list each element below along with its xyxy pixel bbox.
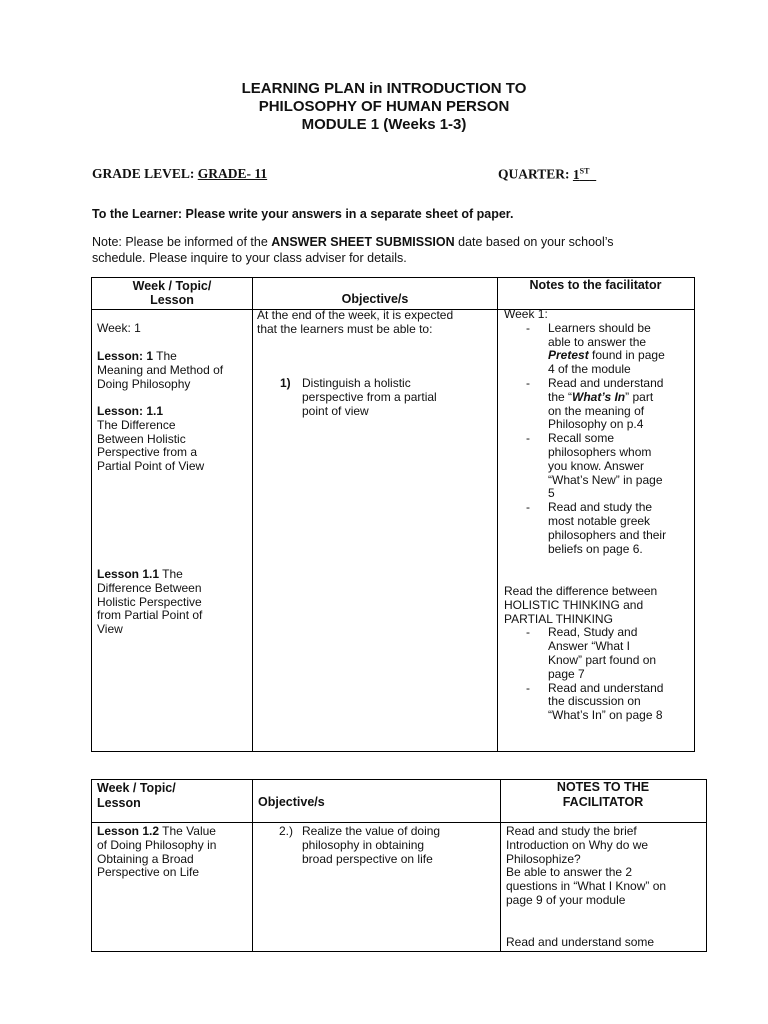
note-line: Philosophy on p.4 — [548, 417, 644, 432]
lesson-1-2-label: Lesson 1.2 — [97, 824, 160, 838]
lesson-1-2-text-a: The Value — [159, 824, 216, 838]
lesson-1-1-line: The Difference — [97, 417, 176, 432]
table1-header-notes: Notes to the facilitator — [529, 278, 662, 292]
dash-marker: - — [526, 375, 530, 390]
objective-2-line3: broad perspective on life — [302, 851, 433, 866]
note-line: PARTIAL THINKING — [504, 611, 613, 626]
lesson-1-1-b-text-a: The — [159, 567, 183, 581]
document-title-line1: LEARNING PLAN in INTRODUCTION TO — [241, 80, 527, 97]
note-line: the “ — [548, 389, 573, 404]
lesson-1-1-label: Lesson: 1.1 — [97, 404, 164, 418]
notes-list-2 — [504, 626, 693, 723]
document-title-line3: MODULE 1 (Weeks 1-3) — [301, 116, 467, 133]
notes-item — [504, 501, 693, 556]
quarter-superscript: ST — [579, 166, 590, 175]
grade-label: GRADE LEVEL: — [92, 166, 195, 181]
notes-item — [504, 682, 693, 723]
note-line: 5 — [548, 486, 555, 501]
note-line2: schedule. Please inquire to your class adviser for details. — [92, 251, 407, 265]
lesson-1-1-b-line: from Partial Point of — [97, 608, 203, 623]
objective-1-number: 1) — [280, 376, 291, 390]
table2-notes-last: Read and understand some — [506, 935, 655, 949]
objective-2-line1: Realize the value of doing — [302, 824, 441, 838]
notes-item — [504, 377, 693, 432]
note-line: found in page — [588, 348, 665, 363]
table2-lesson-1-2 — [97, 825, 249, 880]
holistic-paragraph — [504, 585, 693, 626]
table2-header-notes-line2: FACILITATOR — [562, 795, 644, 809]
grade-value: GRADE- 11 — [197, 166, 268, 181]
note-prefix: Note: Please be informed of the — [92, 235, 272, 249]
dash-marker: - — [526, 320, 530, 335]
note-line: beliefs on page 6. — [548, 541, 643, 556]
pretest-emphasis: Pretest — [548, 348, 589, 363]
table1-notes-part2 — [504, 585, 693, 723]
table1-week: Week: 1 — [97, 321, 141, 335]
objective-2-text — [302, 825, 481, 866]
note-line: page 9 of your module — [506, 892, 626, 907]
notes-list-1 — [504, 322, 693, 557]
note-line: Introduction on Why do we — [506, 837, 649, 852]
note-line: Answer “What I — [548, 639, 631, 654]
dash-marker: - — [526, 500, 530, 515]
lesson-1-label: Lesson: 1 — [97, 349, 154, 363]
note-line: page 7 — [548, 666, 585, 681]
table1-lesson-1-1 — [97, 405, 247, 474]
table1-lesson-1 — [97, 350, 247, 391]
table1-header-week-line1: Week / Topic/ — [132, 279, 212, 293]
table1-header-week-line2: Lesson — [150, 293, 194, 307]
submission-note — [92, 234, 614, 266]
lesson-1-1-line: Perspective from a — [97, 445, 198, 460]
lesson-1-2-line: of Doing Philosophy in — [97, 837, 217, 852]
note-line: philosophers and their — [548, 527, 667, 542]
notes-week: Week 1: — [504, 307, 548, 321]
note-line: “What’s New” in page — [548, 472, 663, 487]
note-line: Read and understand — [548, 375, 664, 390]
table2-header-week-line1: Week / Topic/ — [97, 781, 176, 795]
table2-header-week-line2: Lesson — [97, 796, 141, 810]
table2-notes — [506, 825, 704, 908]
note-line: Recall some — [548, 431, 615, 446]
dash-marker: - — [526, 625, 530, 640]
note-line: most notable greek — [548, 513, 651, 528]
note-line: you know. Answer — [548, 458, 645, 473]
note-line: Read and study the — [548, 500, 653, 515]
note-line: Be able to answer the 2 — [506, 865, 633, 880]
lesson-1-text-c: Doing Philosophy — [97, 376, 191, 391]
note-suffix: date based on your school’s — [454, 235, 614, 249]
table2-header-notes-line1: NOTES TO THE — [556, 780, 650, 794]
objective-1-line1: Distinguish a holistic — [302, 376, 411, 390]
note-line: ” part — [625, 389, 654, 404]
table1-lesson-1-1-b — [97, 568, 247, 637]
note-emphasis: ANSWER SHEET SUBMISSION — [271, 235, 455, 249]
grade-level — [92, 166, 267, 182]
quarter-number: 1 — [572, 166, 580, 182]
lesson-1-text-a: The — [153, 349, 177, 363]
note-line: Know” part found on — [548, 652, 657, 667]
note-line: Philosophize? — [506, 851, 581, 866]
objective-1-text — [302, 377, 479, 418]
lesson-1-text-b: Meaning and Method of — [97, 362, 224, 377]
notes-item — [504, 432, 693, 501]
note-line: Read and understand — [548, 680, 664, 695]
lesson-1-1-b-line: Difference Between — [97, 580, 202, 595]
note-line: able to answer the — [548, 334, 647, 349]
objective-intro-line1: At the end of the week, it is expected — [257, 308, 454, 322]
document-title-line2: PHILOSOPHY OF HUMAN PERSON — [258, 98, 510, 115]
table1-header-objectives: Objective/s — [341, 292, 409, 306]
table1-header-week — [92, 279, 252, 307]
quarter-value — [573, 167, 596, 182]
lesson-1-1-b-label: Lesson 1.1 — [97, 567, 160, 581]
objective-2-number: 2.) — [279, 824, 294, 838]
whats-in-emphasis: What’s In — [572, 389, 626, 404]
table1-objective-intro — [257, 309, 493, 337]
lesson-1-2-line: Obtaining a Broad — [97, 851, 194, 866]
objective-2-line2: philosophy in obtaining — [302, 837, 425, 852]
note-line: Read and study the brief — [506, 824, 637, 838]
table2-header-week — [97, 781, 247, 811]
notes-item — [504, 322, 693, 377]
table1-notes — [504, 308, 693, 556]
note-line: philosophers whom — [548, 444, 652, 459]
table2-header-notes — [501, 780, 705, 810]
note-line: Learners should be — [548, 320, 651, 335]
note-line: on the meaning of — [548, 403, 645, 418]
lesson-1-1-line: Between Holistic — [97, 431, 186, 446]
objective-1-line3: point of view — [302, 403, 369, 418]
note-line: Read, Study and — [548, 625, 638, 640]
note-line: “What’s In” on page 8 — [548, 708, 663, 723]
note-line: Read the difference between — [504, 584, 658, 598]
note-line: the discussion on — [548, 694, 641, 709]
lesson-1-2-line: Perspective on Life — [97, 865, 200, 880]
note-line: questions in “What I Know” on — [506, 879, 667, 894]
dash-marker: - — [526, 680, 530, 695]
note-line: 4 of the module — [548, 362, 631, 377]
quarter — [498, 166, 596, 183]
dash-marker: - — [526, 431, 530, 446]
lesson-1-1-line: Partial Point of View — [97, 459, 205, 474]
lesson-1-1-b-line: Holistic Perspective — [97, 594, 202, 609]
note-line: HOLISTIC THINKING and — [504, 597, 644, 612]
lesson-1-1-b-line: View — [97, 622, 123, 637]
objective-intro-line2: that the learners must be able to: — [257, 321, 433, 336]
quarter-label: QUARTER: — [498, 166, 570, 182]
objective-1-line2: perspective from a partial — [302, 389, 437, 404]
table2-header-objectives: Objective/s — [258, 795, 325, 809]
notes-item — [504, 626, 693, 681]
learner-instruction: To the Learner: Please write your answers in a separate sheet of paper. — [92, 207, 514, 221]
